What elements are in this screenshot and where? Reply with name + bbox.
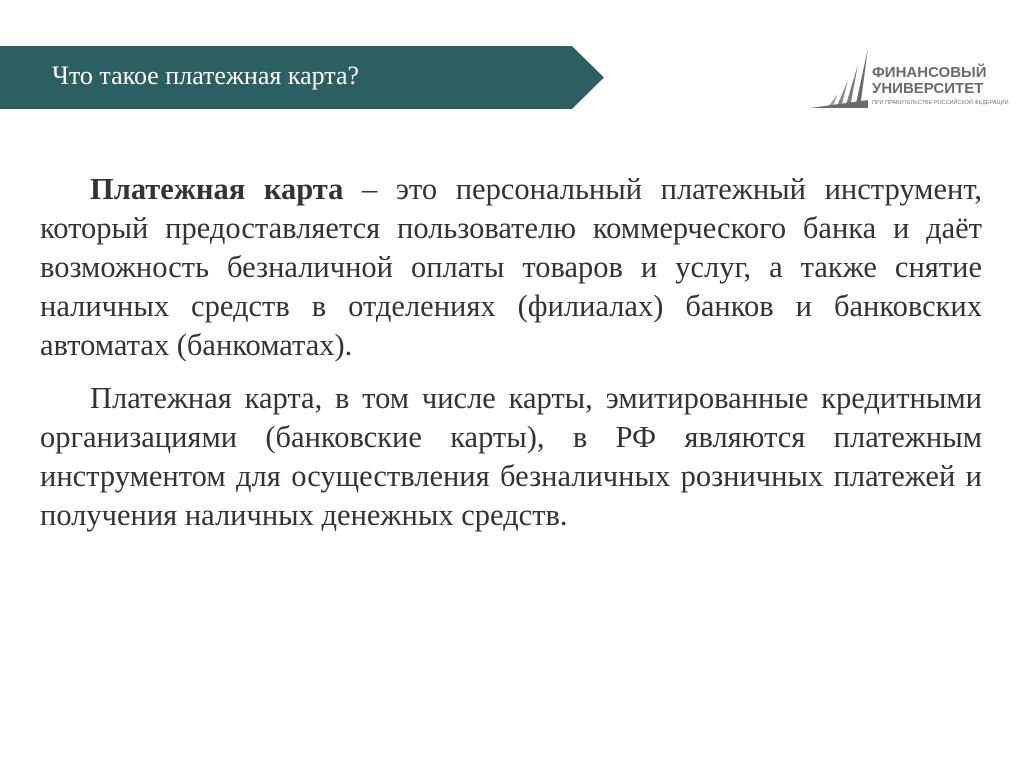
slide-title: Что такое платежная карта? bbox=[52, 61, 360, 90]
university-logo-icon bbox=[808, 46, 872, 114]
logo-text-line2: УНИВЕРСИТЕТ bbox=[872, 80, 984, 97]
logo-text-line3: ПРИ ПРАВИТЕЛЬСТВЕ РОССИЙСКОЙ ФЕДЕРАЦИИ bbox=[872, 100, 1009, 106]
university-logo bbox=[808, 46, 1008, 114]
definition-paragraph bbox=[40, 170, 982, 365]
slide-body bbox=[40, 170, 982, 549]
title-banner bbox=[0, 46, 604, 109]
logo-text-line1: ФИНАНСОВЫЙ bbox=[872, 64, 987, 81]
legal-status-paragraph: Платежная карта, в том числе карты, эмитированные кредитными организациями (банковские карты), в РФ являются платежным инструментом для осуществления безналичных розничных платежей и получения наличных денежных средств. bbox=[40, 381, 982, 532]
definition-text: – это персональный платежный инструмент, который предоставляется пользователю коммерческого банка и даёт возможность безналичной оплаты товаров и услуг, а также снятие наличных средств в отделениях (филиалах) банков и банковских автоматах (банкоматах). bbox=[40, 172, 982, 362]
definition-term: Платежная карта bbox=[90, 172, 344, 206]
